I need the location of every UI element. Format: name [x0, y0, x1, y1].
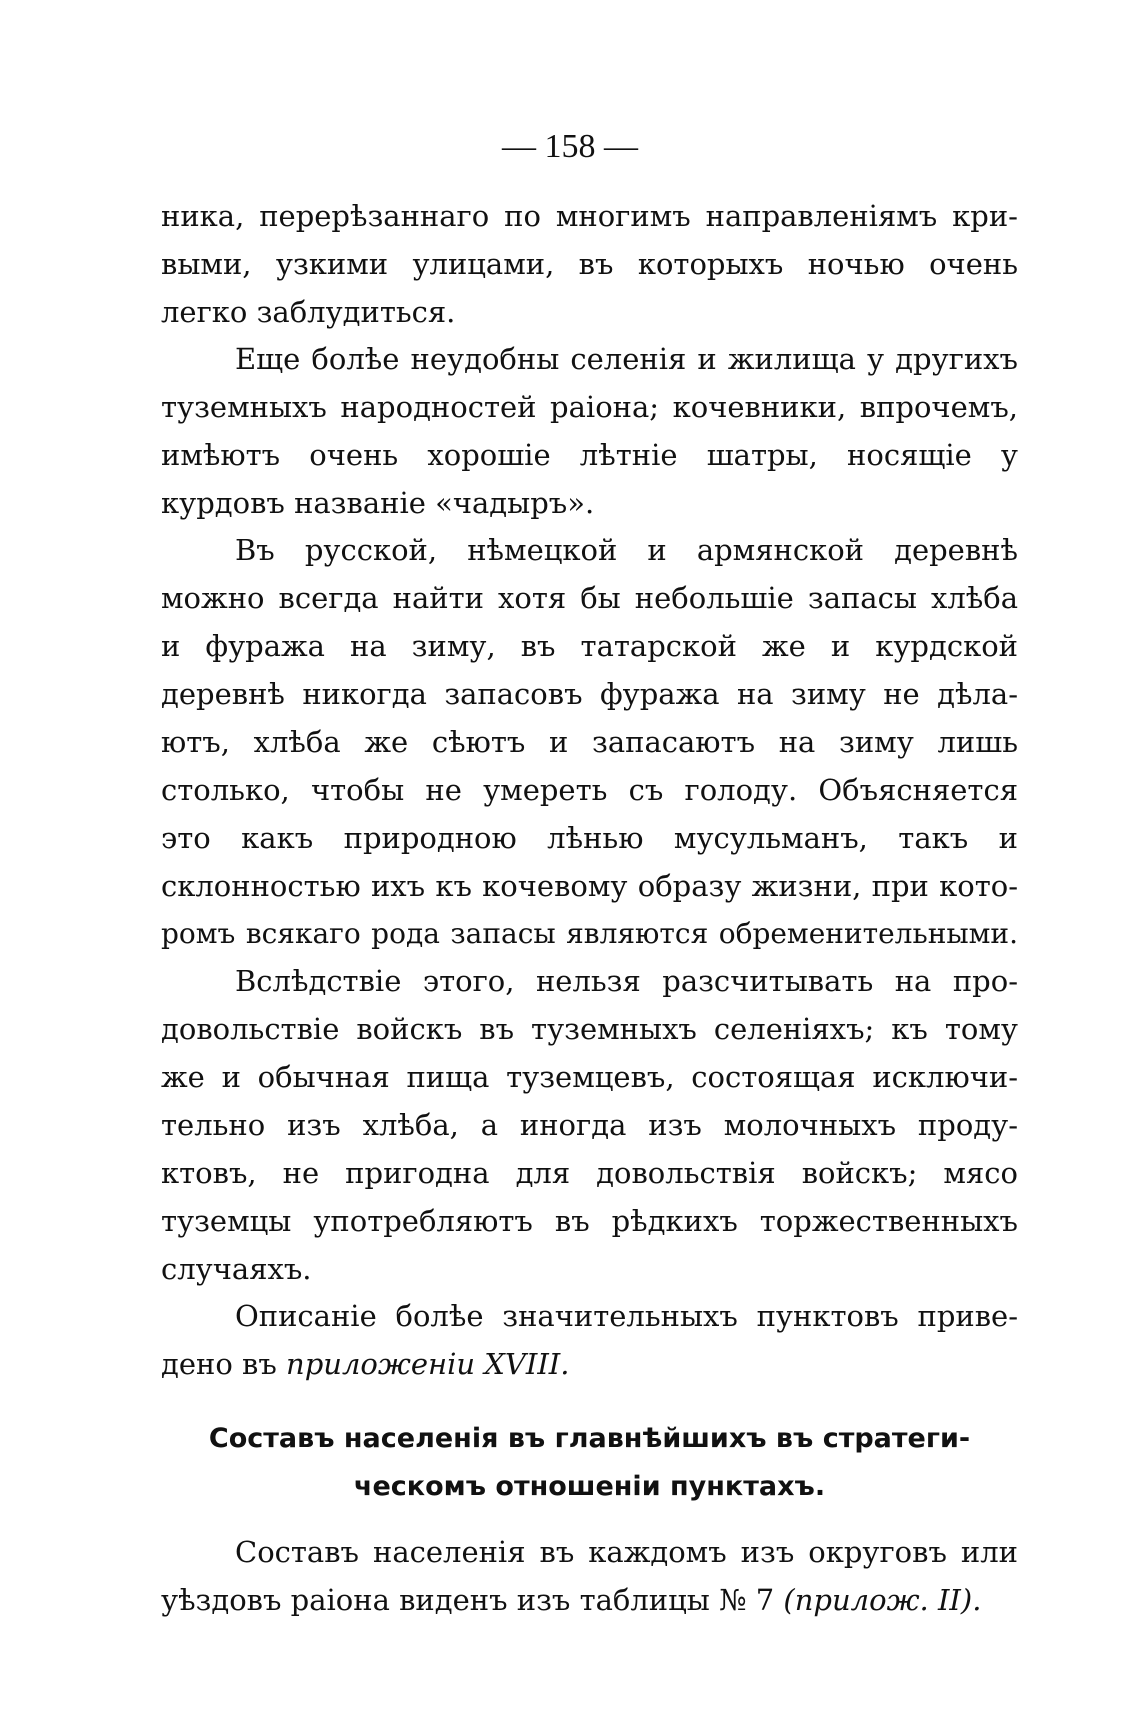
text-span: дено въ	[161, 1347, 287, 1381]
text-line: Составъ населенія въ каждомъ изъ округовъ или	[235, 1535, 1018, 1569]
text-line: курдовъ названіе «чадыръ».	[161, 486, 595, 520]
text-line: выми, узкими улицами, въ которыхъ ночью очень	[161, 247, 1018, 281]
text-line: ютъ, хлѣба же сѣютъ и запасаютъ на зиму лишь	[161, 725, 1018, 759]
text-line	[161, 1340, 1018, 1388]
page-number: — 158 —	[502, 128, 638, 165]
text-line: и фуража на зиму, въ татарской же и курдской	[161, 629, 1018, 663]
paragraph-6	[161, 1528, 1018, 1624]
paragraph-5	[161, 1292, 1018, 1388]
text-line: можно всегда найти хотя бы небольшіе запасы хлѣба	[161, 581, 1018, 615]
appendix-reference: приложеніи XVIII.	[286, 1347, 570, 1381]
text-line: ктовъ, не пригодна для довольствія войскъ; мясо	[161, 1156, 1018, 1190]
text-line: ромъ всякаго рода запасы являются обременительными.	[161, 917, 1018, 950]
heading-line: ческомъ отношеніи пунктахъ.	[353, 1471, 826, 1502]
text-line: имѣютъ очень хорошіе лѣтніе шатры, носящіе у	[161, 438, 1018, 472]
text-line: столько, чтобы не умереть съ голоду. Объясняется	[161, 773, 1018, 807]
text-span: уѣздовъ раіона виденъ изъ таблицы № 7	[161, 1583, 784, 1617]
text-line: туземныхъ народностей раіона; кочевники, впрочемъ,	[161, 390, 1018, 424]
text-line: деревнѣ никогда запасовъ фуража на зиму не дѣла-	[161, 677, 1018, 711]
text-line: довольствіе войскъ въ туземныхъ селеніяхъ; къ тому	[161, 1012, 1018, 1046]
text-line: склонностью ихъ къ кочевому образу жизни, при кото-	[161, 869, 1018, 903]
paragraph-1	[161, 192, 1018, 336]
text-line: Въ русской, нѣмецкой и армянской деревнѣ	[235, 533, 1018, 567]
text-line: туземцы употребляютъ въ рѣдкихъ торжественныхъ	[161, 1204, 1018, 1238]
text-line	[161, 1576, 1018, 1624]
text-line: Еще болѣе неудобны селенія и жилища у другихъ	[235, 342, 1018, 376]
heading-line: Составъ населенія въ главнѣйшихъ въ стратеги-	[208, 1423, 971, 1454]
text-line: Вслѣдствіе этого, нельзя разсчитывать на про-	[235, 964, 1018, 998]
text-line: это какъ природною лѣнью мусульманъ, такъ и	[161, 821, 1018, 855]
text-line: Описаніе болѣе значительныхъ пунктовъ приве-	[235, 1299, 1018, 1333]
text-line: же и обычная пища туземцевъ, состоящая исключи-	[161, 1060, 1018, 1094]
paragraph-4	[161, 957, 1018, 1293]
text-line: тельно изъ хлѣба, а иногда изъ молочныхъ проду-	[161, 1108, 1018, 1142]
paragraph-2	[161, 335, 1018, 527]
appendix-reference: (прилож. II).	[783, 1583, 982, 1617]
text-line: легко заблудиться.	[161, 295, 456, 329]
text-line: случаяхъ.	[161, 1252, 312, 1286]
paragraph-3	[161, 526, 1018, 958]
text-line: ника, перерѣзаннаго по многимъ направленіямъ кри-	[161, 199, 1018, 233]
section-heading	[161, 1415, 1018, 1511]
